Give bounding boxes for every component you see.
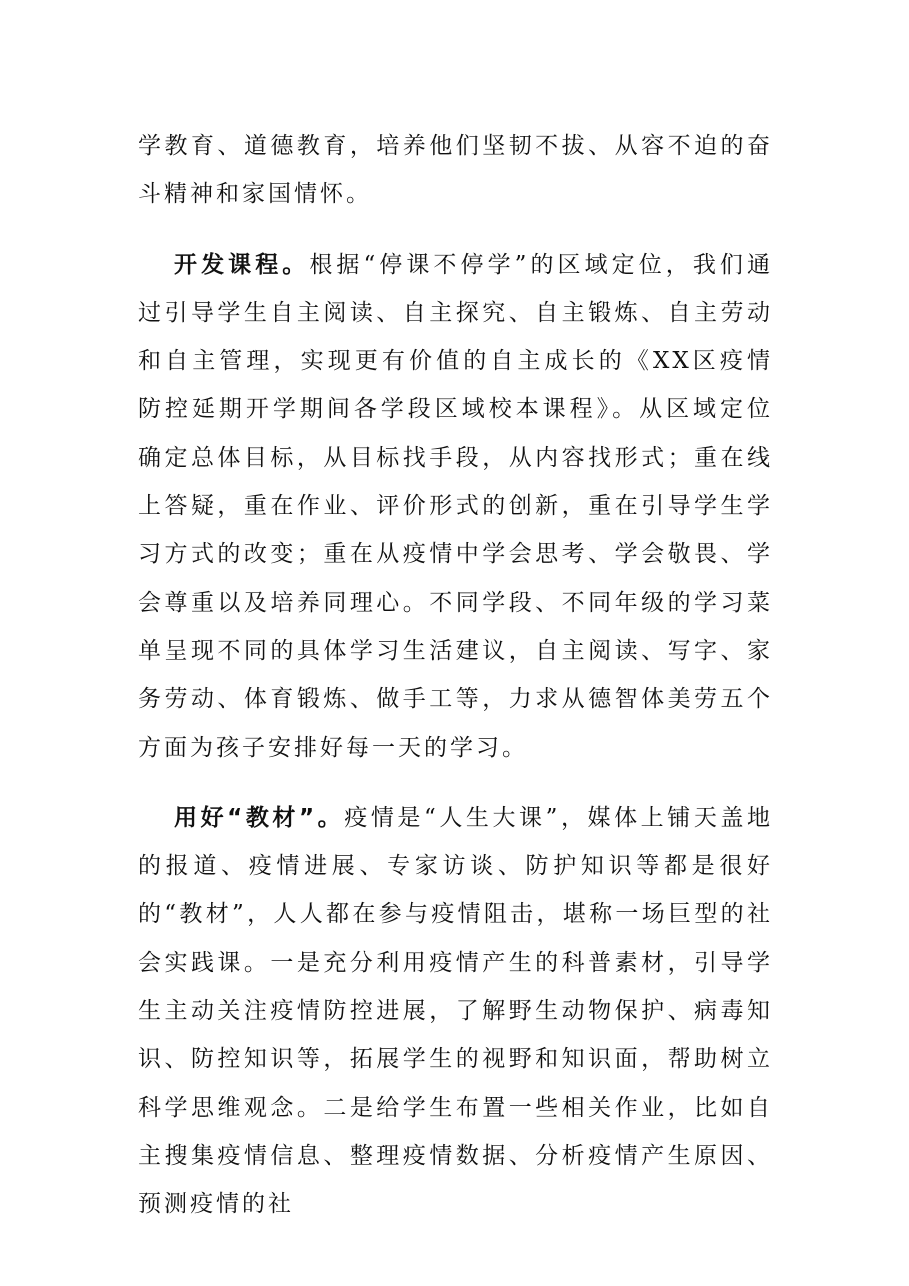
paragraph-text: 学教育、道德教育，培养他们坚韧不拔、从容不迫的奋斗精神和家国情怀。 (138, 133, 773, 208)
paragraph-continuation (138, 122, 773, 219)
paragraph-lead-heading: 用好“教材”。 (174, 804, 345, 831)
paragraph-text: 疫情是“人生大课”，媒体上铺天盖地的报道、疫情进展、专家访谈、防护知识等都是很好的“教材”，人人都在参与疫情阻击，堪称一场巨型的社会实践课。一是充分利用疫情产生的科普素材，引导学生主动关注疫情防控进展，了解野生动物保护、病毒知识、防控知识等，拓展学生的视野和知识面，帮助树立科学思维观念。二是给学生布置一些相关作业，比如自主搜集疫情信息、整理疫情数据、分析疫情产生原因、预测疫情的社 (138, 804, 773, 1218)
paragraph-text: 根据“停课不停学”的区域定位，我们通过引导学生自主阅读、自主探究、自主锻炼、自主劳动和自主管理，实现更有价值的自主成长的《XX区疫情防控延期开学期间各学段区域校本课程》。从区域定位确定总体目标，从目标找手段，从内容找形式；重在线上答疑，重在作业、评价形式的创新，重在引导学生学习方式的改变；重在从疫情中学会思考、学会敬畏、学会尊重以及培养同理心。不同学段、不同年级的学习菜单呈现不同的具体学习生活建议，自主阅读、写字、家务劳动、体育锻炼、做手工等，力求从德智体美劳五个方面为孩子安排好每一天的学习。 (138, 251, 773, 761)
paragraph-lead-heading: 开发课程。 (174, 251, 310, 278)
document-body (138, 122, 773, 1229)
paragraph-develop-curriculum (138, 241, 773, 772)
paragraph-use-teaching-materials (138, 794, 773, 1229)
